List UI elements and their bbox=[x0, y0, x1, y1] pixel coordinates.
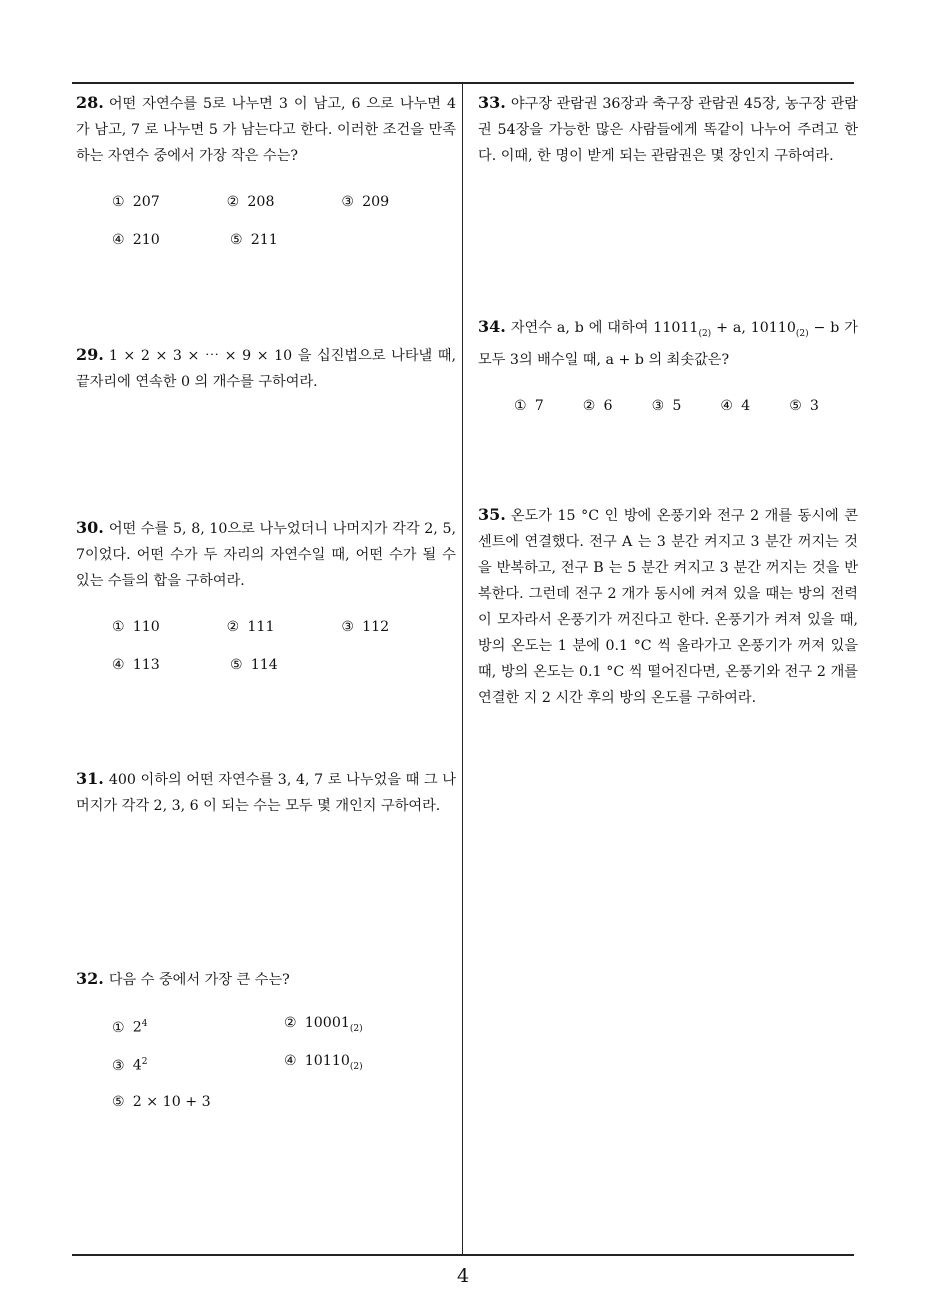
choice-1[interactable]: ① 110 bbox=[112, 619, 160, 635]
problem-text: 온도가 15 °C 인 방에 온풍기와 전구 2 개를 동시에 콘센트에 연결했다. 전구 A 는 3 분간 켜지고 3 분간 꺼지는 것을 반복하고, 전구 B 는 5 분간 켜지고 3 분간 꺼지는 것을 반복한다. 그런데 전구 2 개가 동시에 켜져 있을 때는 방의 전력이 모자라서 온풍기가 꺼진다고 한다. 온풍기가 켜져 있을 때, 방의 온도는 1 분에 0.1 °C 씩 올라가고 온풍기가 꺼져 있을 때, 방의 온도는 0.1 °C 씩 떨어진다면, 온풍기와 전구 2 개를 연결한 지 2 시간 후의 방의 온도를 구하여라. bbox=[478, 508, 858, 706]
problem-text: 400 이하의 어떤 자연수를 3, 4, 7 로 나누었을 때 그 나머지가 각각 2, 3, 6 이 되는 수는 모두 몇 개인지 구하여라. bbox=[76, 772, 456, 814]
problem-number: 35. bbox=[478, 505, 506, 524]
problem-text: 1 × 2 × 3 × ⋯ × 9 × 10 을 십진법으로 나타낼 때, 끝자리에 연속한 0 의 개수를 구하여라. bbox=[76, 348, 456, 390]
choice-1[interactable]: ① 207 bbox=[112, 194, 160, 210]
choice-3[interactable]: ③ $4^2$ bbox=[112, 1057, 148, 1074]
choice-4[interactable]: ④ 210 bbox=[112, 232, 160, 248]
problem-28 bbox=[76, 90, 456, 259]
problem-31 bbox=[76, 766, 456, 819]
choice-2[interactable]: ② $10001_{(2)}$ bbox=[284, 1015, 363, 1034]
column-divider bbox=[462, 82, 463, 1256]
choice-4[interactable]: ④ $10110_{(2)}$ bbox=[284, 1053, 363, 1072]
problem-32 bbox=[76, 966, 456, 1121]
choice-2[interactable]: ② 208 bbox=[226, 194, 275, 210]
problem-30 bbox=[76, 515, 456, 684]
problem-text: 야구장 관람권 36장과 축구장 관람권 45장, 농구장 관람권 54장을 가능한 많은 사람들에게 똑같이 나누어 주려고 한다. 이때, 한 명이 받게 되는 관람권은 몇 장인지 구하여라. bbox=[478, 96, 858, 164]
problem-29 bbox=[76, 342, 456, 395]
problem-28-stem bbox=[76, 90, 456, 169]
problem-text: 다음 수 중에서 가장 큰 수는? bbox=[108, 972, 290, 988]
problem-text: 어떤 자연수를 5로 나누면 3 이 남고, 6 으로 나누면 4 가 남고, 7 로 나누면 5 가 남는다고 한다. 이러한 조건을 만족하는 자연수 중에서 가장 작은 수는? bbox=[76, 96, 456, 164]
bottom-rule bbox=[72, 1254, 854, 1256]
choice-4[interactable]: ④ 4 bbox=[720, 397, 751, 414]
problem-33 bbox=[478, 90, 858, 169]
problem-number: 28. bbox=[76, 93, 104, 112]
choice-1[interactable]: ① 7 bbox=[514, 397, 544, 414]
problem-number: 30. bbox=[76, 518, 104, 537]
choice-1[interactable]: ① $2^4$ bbox=[112, 1019, 148, 1036]
answer-choices bbox=[478, 387, 858, 425]
answer-choices bbox=[76, 608, 456, 684]
answer-choices bbox=[76, 183, 456, 259]
choice-3[interactable]: ③ 209 bbox=[341, 194, 390, 210]
problem-34 bbox=[478, 314, 858, 425]
top-rule bbox=[72, 82, 854, 84]
choice-3[interactable]: ③ 5 bbox=[651, 397, 682, 414]
problem-text: 어떤 수를 5, 8, 10으로 나누었더니 나머지가 각각 2, 5, 7이었다. 어떤 수가 두 자리의 자연수일 때, 어떤 수가 될 수 있는 수들의 합을 구하여라. bbox=[76, 521, 456, 589]
answer-choices bbox=[76, 1007, 456, 1121]
problem-35 bbox=[478, 502, 858, 711]
choice-5[interactable]: ⑤ 2 × 10 + 3 bbox=[112, 1094, 211, 1110]
page-number: 4 bbox=[456, 1265, 470, 1287]
problem-text: 자연수 a, b 에 대하여 $11011_{(2)} + a$, $10110_{(2)} - b$ 가 모두 3의 배수일 때, a + b 의 최솟값은? bbox=[478, 320, 858, 368]
problem-number: 34. bbox=[478, 317, 506, 336]
choice-4[interactable]: ④ 113 bbox=[112, 657, 160, 673]
choice-2[interactable]: ② 6 bbox=[582, 397, 613, 414]
problem-number: 29. bbox=[76, 345, 104, 364]
problem-number: 32. bbox=[76, 969, 104, 988]
choice-3[interactable]: ③ 112 bbox=[341, 619, 390, 635]
choice-5[interactable]: ⑤ 114 bbox=[230, 657, 278, 673]
problem-number: 33. bbox=[478, 93, 506, 112]
choice-2[interactable]: ② 111 bbox=[226, 619, 275, 635]
choice-5[interactable]: ⑤ 211 bbox=[230, 232, 278, 248]
problem-number: 31. bbox=[76, 769, 104, 788]
choice-5[interactable]: ⑤ 3 bbox=[789, 397, 819, 414]
